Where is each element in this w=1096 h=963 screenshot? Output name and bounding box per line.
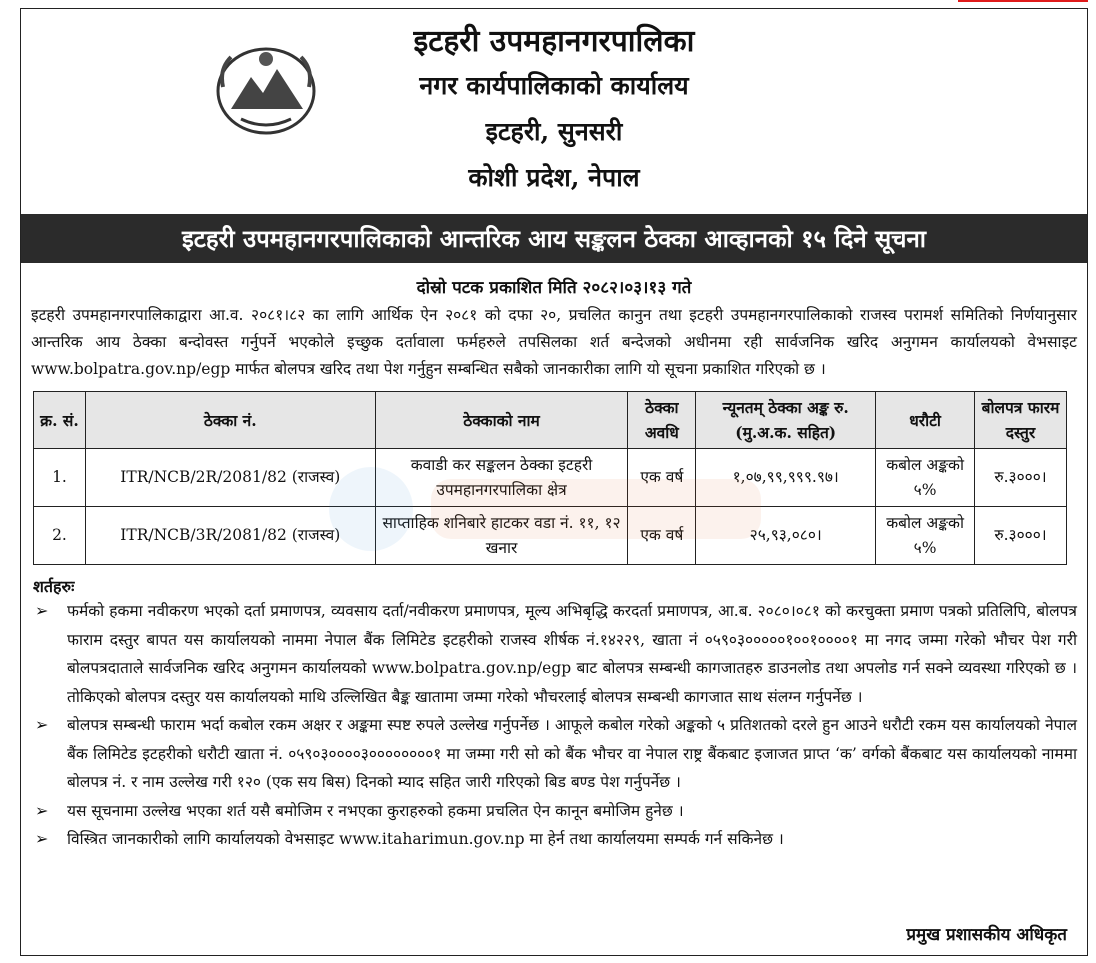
cell-sn: 1. <box>34 449 86 507</box>
term-item <box>21 597 1087 711</box>
col-header-fee: बोलपत्र फारम दस्तुर <box>975 392 1067 449</box>
cell-min-amount: २५,९३,०८०। <box>696 507 876 565</box>
cell-deposit: कबोल अङ्कको ५% <box>876 507 975 565</box>
cell-min-amount: १,०७,९९,९९९.९७। <box>696 449 876 507</box>
cell-name: साप्ताहिक शनिबारे हाटकर वडा नं. ११, १२ खनार <box>375 507 628 565</box>
table-header-row <box>34 392 1067 449</box>
col-header-deposit: धरौटी <box>876 392 975 449</box>
top-red-line <box>958 0 1088 2</box>
col-header-min-amount: न्यूनतम् ठेक्का अङ्क रु. (मु.अ.क. सहित) <box>696 392 876 449</box>
arrow-bullet-icon: ➢ <box>35 800 49 820</box>
cell-contract-no: ITR/NCB/2R/2081/82 (राजस्व) <box>85 449 375 507</box>
table-row <box>34 507 1067 565</box>
arrow-bullet-icon: ➢ <box>35 829 49 848</box>
col-header-duration: ठेक्का अवधि <box>628 392 696 449</box>
publication-date: दोस्रो पटक प्रकाशित मिति २०८२।०३।१३ गते <box>416 278 692 298</box>
term-item <box>21 711 1087 797</box>
notice-banner: इटहरी उपमहानगरपालिकाको आन्तरिक आय सङ्कलन ठेक्का आव्हानको १५ दिने सूचना <box>21 214 1087 263</box>
arrow-bullet-icon: ➢ <box>35 715 49 734</box>
province-name: कोशी प्रदेश, नेपाल <box>468 163 640 192</box>
col-header-contract-no: ठेक्का नं. <box>85 392 375 449</box>
tender-table <box>33 391 1067 565</box>
municipality-title: इटहरी उपमहानगरपालिका <box>413 24 695 59</box>
col-header-name: ठेक्काको नाम <box>375 392 628 449</box>
cell-deposit: कबोल अङ्कको ५% <box>876 449 975 507</box>
term-item <box>21 825 1087 854</box>
office-name: नगर कार्यपालिकाको कार्यालय <box>419 71 689 100</box>
term-text: फर्मको हकमा नवीकरण भएको दर्ता प्रमाणपत्र, व्यवसाय दर्ता/नवीकरण प्रमाणपत्र, मूल्य अभिबृद्धि करदर्ता प्रमाणपत्र, आ.ब. २०८०।०८१ को करचुक्ता प्रमाण पत्रको प्रतिलिपि, बोलपत्र फाराम दस्तुर बापत यस कार्यालयको नाममा नेपाल बैंक लिमिटेड इटहरीको राजस्व शीर्षक नं.१४२२९, खाता नं ०५९०३०००००१००१००००१ मा नगद जम्मा गरेको भौचर पेश गरी बोलपत्रदाताले सार्वजनिक खरिद अनुगमन कार्यालयको www.bolpatra.gov.np/egp बाट बोलपत्र सम्बन्धी कागजातहरु डाउनलोड तथा अपलोड गर्न सक्ने व्यवस्था गरिएको छ । तोकिएको बोलपत्र दस्तुर यस कार्यालयको माथि उल्लिखित बैङ्क खातामा जम्मा गरेको भौचरलाई बोलपत्र सम्बन्धी कागजात साथ संलग्न गर्नुपर्नेछ । <box>67 602 1077 706</box>
signature-title: प्रमुख प्रशासकीय अधिकृत <box>906 925 1067 945</box>
header <box>21 9 1087 214</box>
table-row <box>34 449 1067 507</box>
arrow-bullet-icon: ➢ <box>35 601 49 620</box>
cell-duration: एक वर्ष <box>628 507 696 565</box>
cell-sn: 2. <box>34 507 86 565</box>
office-location: इटहरी, सुनसरी <box>485 117 623 146</box>
col-header-sn: क्र. सं. <box>34 392 86 449</box>
cell-fee: रु.३०००। <box>975 507 1067 565</box>
cell-duration: एक वर्ष <box>628 449 696 507</box>
notice-document <box>20 8 1088 956</box>
terms-heading: शर्तहरुः <box>33 577 75 596</box>
intro-paragraph: इटहरी उपमहानगरपालिकाद्वारा आ.व. २०८१।८२ का लागि आर्थिक ऐन २०८१ को दफा २०, प्रचलित कानुन तथा इटहरी उपमहानगरपालिकाको राजस्व परामर्श समितिको निर्णयानुसार आन्तरिक आय ठेक्का बन्दोवस्त गर्नुपर्ने भएकोले इच्छुक दर्तावाला फर्महरुले तपसिलका शर्त बन्देजको अधीनमा रही सार्वजनिक खरिद अनुगमन कार्यालयको वेभसाइट www.bolpatra.gov.np/egp मार्फत बोलपत्र खरिद तथा पेश गर्नुहुन सम्बन्धित सबैको जानकारीका लागि यो सूचना प्रकाशित गरिएको छ । <box>31 306 1077 378</box>
term-text: यस सूचनामा उल्लेख भएका शर्त यसै बमोजिम र नभएका कुराहरुको हकमा प्रचलित ऐन कानून बमोजिम हुनेछ । <box>67 801 684 820</box>
cell-contract-no: ITR/NCB/3R/2081/82 (राजस्व) <box>85 507 375 565</box>
term-text: विस्त्रित जानकारीको लागि कार्यालयको वेभसाइट www.itaharimun.gov.np मा हेर्न तथा कार्यालयमा सम्पर्क गर्न सकिनेछ । <box>67 830 784 848</box>
cell-name: कवाडी कर सङ्कलन ठेक्का इटहरी उपमहानगरपालिका क्षेत्र <box>375 449 628 507</box>
term-item <box>21 797 1087 826</box>
term-text: बोलपत्र सम्बन्धी फाराम भर्दा कबोल रकम अक्षर र अङ्कमा स्पष्ट रुपले उल्लेख गर्नुपर्नेछ । आफूले कबोल गरेको अङ्कको ५ प्रतिशतको दरले हुन आउने धरौटी रकम यस कार्यालयको नेपाल बैंक लिमिटेड इटहरीको धरौटी खाता नं. ०५९०३००००३००००००००१ मा जम्मा गरी सो को बैंक भौचर वा नेपाल राष्ट्र बैंकबाट इजाजत प्राप्त ‘क’ वर्गको बैंकबाट यस कार्यालयको नाममा बोलपत्र नं. र नाम उल्लेख गरी १२० (एक सय बिस) दिनको म्याद सहित जारी गरिएको बिड बण्ड पेश गर्नुपर्नेछ । <box>67 716 1077 791</box>
cell-fee: रु.३०००। <box>975 449 1067 507</box>
